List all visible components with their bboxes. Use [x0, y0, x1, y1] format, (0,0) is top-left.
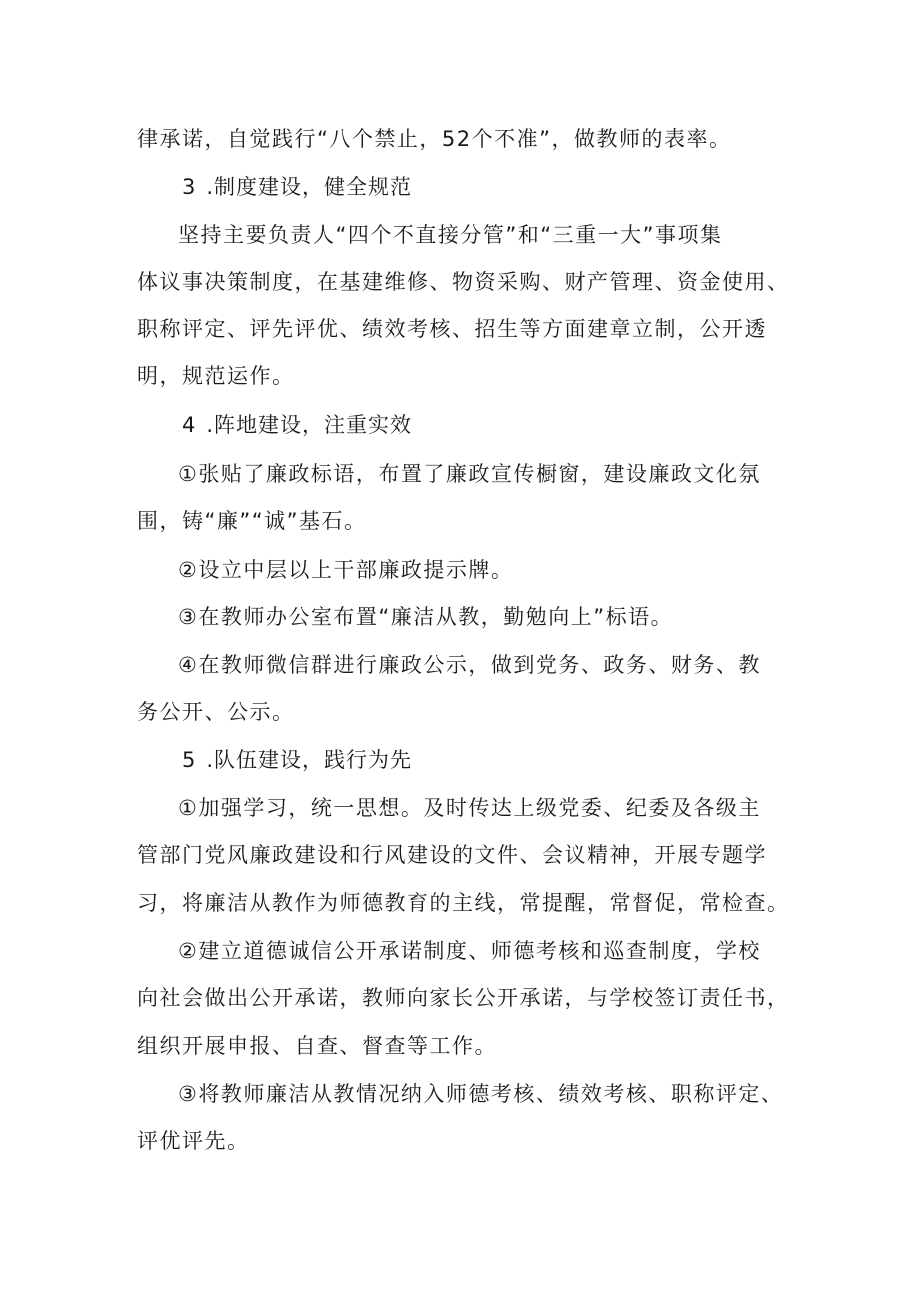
paragraph-line: ④在教师微信群进行廉政公示，做到党务、政务、财务、教 [178, 653, 761, 677]
section-title: .队伍建设，践行为先 [206, 748, 413, 772]
section-heading-5 [0, 745, 920, 775]
paragraph-line: 职称评定、评先评优、绩效考核、招生等方面建章立制，公开透 [137, 317, 767, 341]
paragraph-line: ②建立道德诚信公开承诺制度、师德考核和巡查制度，学校 [178, 939, 761, 963]
paragraph-line: ①加强学习，统一思想。及时传达上级党委、纪委及各级主 [178, 796, 761, 820]
paragraph-line: 明，规范运作。 [137, 364, 295, 388]
section-heading-4 [0, 410, 920, 440]
section-title: .制度建设，健全规范 [206, 175, 413, 199]
paragraph-line: 务公开、公示。 [137, 700, 295, 724]
paragraph-line: ③将教师廉洁从教情况纳入师德考核、绩效考核、职称评定、 [178, 1082, 784, 1106]
paragraph-line: ②设立中层以上干部廉政提示牌。 [178, 558, 514, 582]
paragraph-line: 组织开展申报、自查、督查等工作。 [137, 1034, 497, 1058]
paragraph-line: 律承诺，自觉践行“八个禁止，52个不准”，做教师的表率。 [137, 127, 732, 151]
paragraph-line: 坚持主要负责人“四个不直接分管”和“三重一大”事项集 [178, 223, 723, 247]
paragraph-line: 评优评先。 [137, 1129, 250, 1153]
section-number: 4 [182, 413, 197, 437]
paragraph-line: ①张贴了廉政标语，布置了廉政宣传橱窗，建设廉政文化氛 [178, 462, 761, 486]
paragraph-line: 围，铸“廉”“诚”基石。 [137, 509, 367, 533]
paragraph-line: 习，将廉洁从教作为师德教育的主线，常提醒，常督促，常检查。 [137, 891, 790, 915]
section-number: 3 [182, 175, 197, 199]
paragraph-line: 体议事决策制度，在基建维修、物资采购、财产管理、资金使用、 [137, 270, 790, 294]
section-number: 5 [182, 748, 197, 772]
paragraph-line: 管部门党风廉政建设和行风建设的文件、会议精神，开展专题学 [137, 843, 767, 867]
paragraph-line: ③在教师办公室布置“廉洁从教，勤勉向上”标语。 [178, 605, 674, 629]
paragraph-line: 向社会做出公开承诺，教师向家长公开承诺，与学校签订责任书， [137, 986, 790, 1010]
section-title: .阵地建设，注重实效 [206, 413, 413, 437]
section-heading-3 [0, 172, 920, 202]
